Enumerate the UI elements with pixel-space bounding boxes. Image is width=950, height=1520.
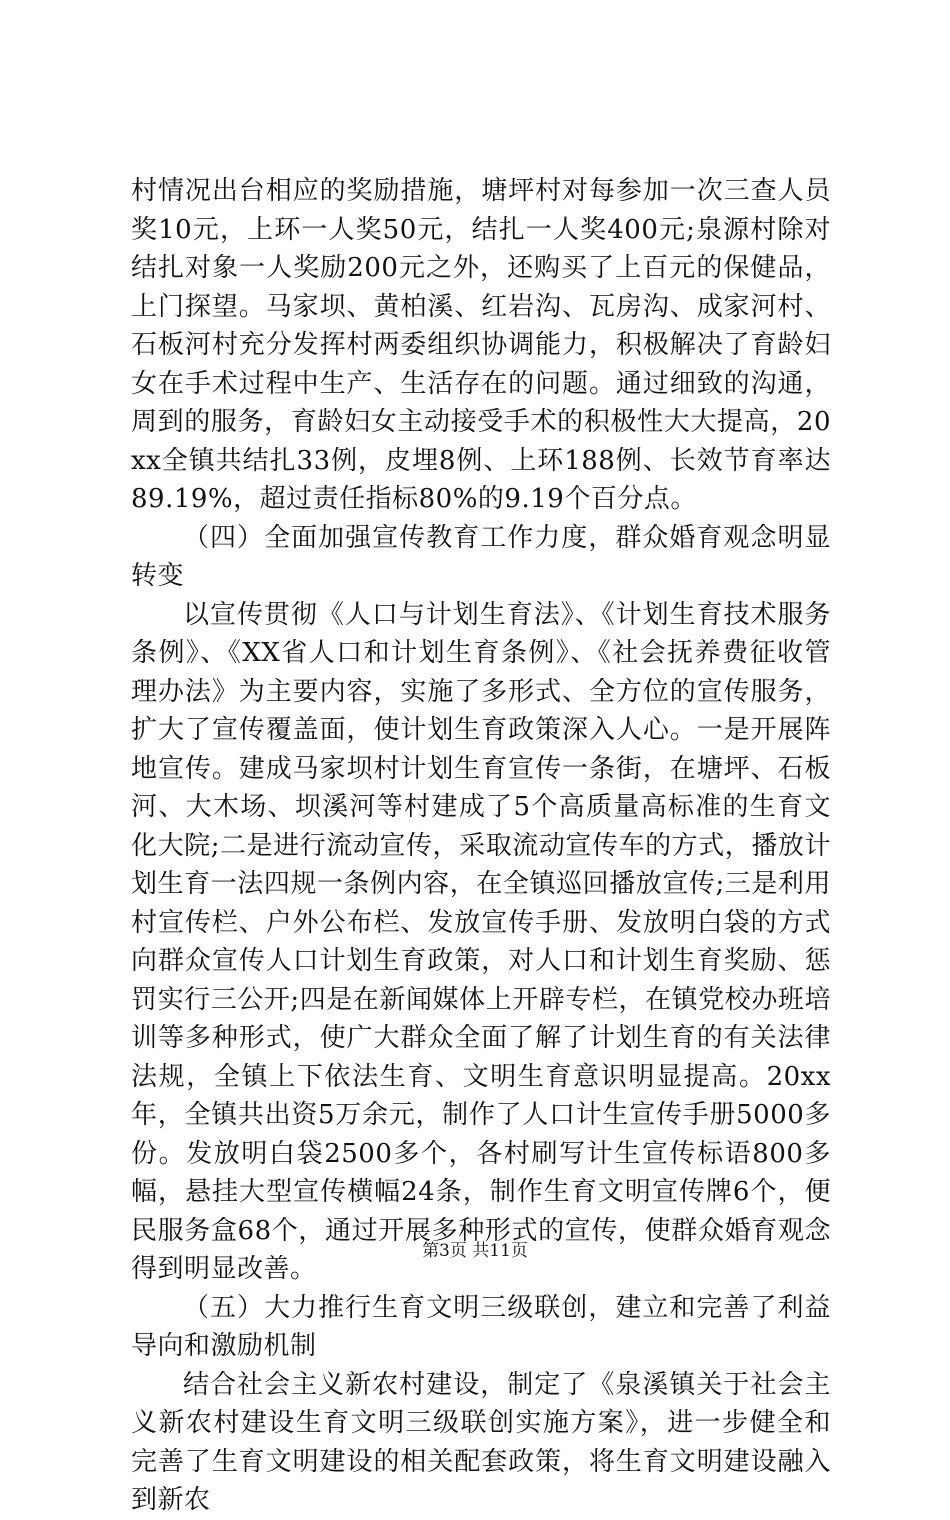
section-heading-5: （五）大力推行生育文明三级联创，建立和完善了利益导向和激励机制: [131, 1292, 831, 1361]
document-body: [131, 172, 831, 1520]
page-footer: 第3页 共11页: [422, 1241, 528, 1261]
paragraph-new-countryside: 结合社会主义新农村建设，制定了《泉溪镇关于社会主义新农村建设生育文明三级联创实施方案》，进一步健全和完善了生育文明建设的相关配套政策，将生育文明建设融入到新农: [131, 1369, 831, 1515]
paragraph-continuation: 村情况出台相应的奖励措施，塘坪村对每参加一次三查人员奖10元，上环一人奖50元，结扎一人奖400元;泉源村除对结扎对象一人奖励200元之外，还购买了上百元的保健品，上门探望。马家坝、黄柏溪、红岩沟、瓦房沟、成家河村、石板河村充分发挥村两委组织协调能力，积极解决了育龄妇女在手术过程中生产、生活存在的问题。通过细致的沟通，周到的服务，育龄妇女主动接受手术的积极性大大提高，20xx全镇共结扎33例，皮埋8例、上环188例、长效节育率达89.19%，超过责任指标80%的9.19个百分点。: [131, 176, 831, 514]
section-heading-4: （四）全面加强宣传教育工作力度，群众婚育观念明显转变: [131, 522, 831, 591]
paragraph-publicity: 以宣传贯彻《人口与计划生育法》、《计划生育技术服务条例》、《XX省人口和计划生育条例》、《社会抚养费征收管理办法》为主要内容，实施了多形式、全方位的宣传服务，扩大了宣传覆盖面，使计划生育政策深入人心。一是开展阵地宣传。建成马家坝村计划生育宣传一条街，在塘坪、石板河、大木场、坝溪河等村建成了5个高质量高标准的生育文化大院;二是进行流动宣传，采取流动宣传车的方式，播放计划生育一法四规一条例内容，在全镇巡回播放宣传;三是利用村宣传栏、户外公布栏、发放宣传手册、发放明白袋的方式向群众宣传人口计划生育政策，对人口和计划生育奖励、惩罚实行三公开;四是在新闻媒体上开辟专栏，在镇党校办班培训等多种形式，使广大群众全面了解了计划生育的有关法律法规，全镇上下依法生育、文明生育意识明显提高。20xx年，全镇共出资5万余元，制作了人口计生宣传手册5000多份。发放明白袋2500多个，各村刷写计生宣传标语800多幅，悬挂大型宣传横幅24条，制作生育文明宣传牌6个，便民服务盒68个，通过开展多种形式的宣传，使群众婚育观念得到明显改善。: [131, 599, 831, 1284]
